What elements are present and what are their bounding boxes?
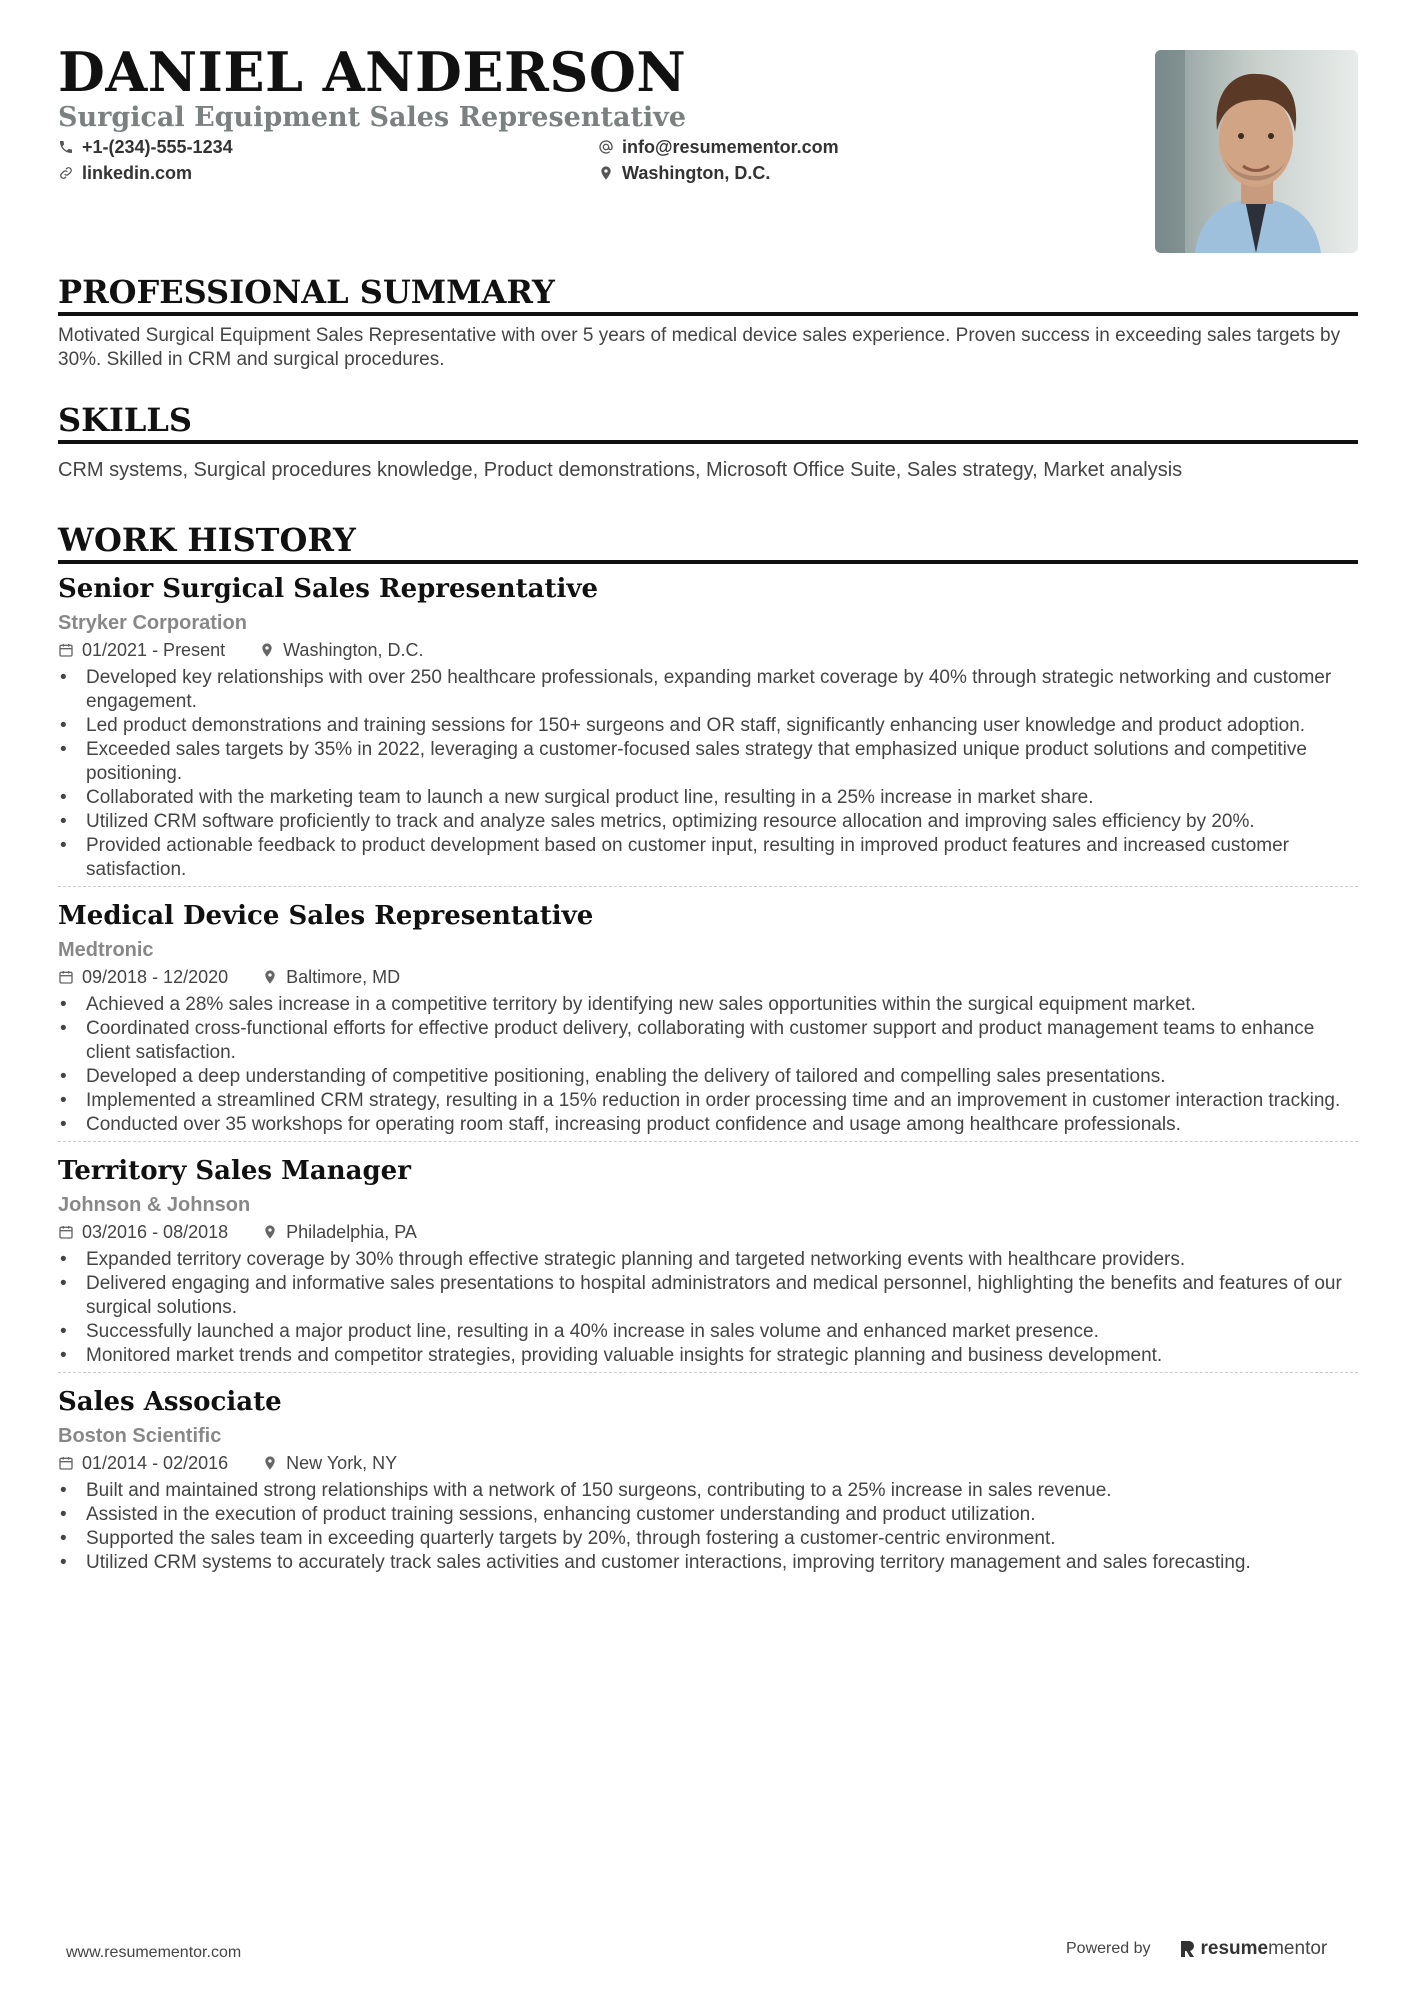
map-pin-icon <box>262 1455 278 1471</box>
bullet-item: • Developed a deep understanding of competitive positioning, enabling the delivery of tailored and compelling sales presentations. <box>58 1065 1358 1089</box>
footer-website[interactable]: www.resumementor.com <box>66 1944 242 1961</box>
brand-logo[interactable] <box>1179 1938 1328 1960</box>
phone-icon <box>58 139 74 155</box>
at-icon <box>598 139 614 155</box>
map-pin-icon <box>598 165 614 181</box>
job-location: Philadelphia, PA <box>286 1222 417 1242</box>
bullet-item: • Successfully launched a major product line, resulting in a 40% increase in sales volume and enhanced market presence. <box>58 1320 1358 1344</box>
contact-location <box>598 163 1058 183</box>
job-location: New York, NY <box>286 1453 398 1473</box>
map-pin-icon <box>262 969 278 985</box>
job-entry <box>58 1385 1358 1579</box>
powered-by-text: Powered by <box>1066 1940 1151 1957</box>
work-history-heading: WORK HISTORY <box>58 520 1358 564</box>
job-bullets <box>58 1479 1358 1575</box>
job-title: Medical Device Sales Representative <box>58 901 594 931</box>
job-title: Senior Surgical Sales Representative <box>58 574 599 604</box>
bullet-item: • Assisted in the execution of product training sessions, enhancing customer understanding and product utilization. <box>58 1503 1358 1527</box>
location-text: Washington, D.C. <box>622 163 771 183</box>
job-company: Boston Scientific <box>58 1425 222 1447</box>
bullet-item: • Conducted over 35 workshops for operating room staff, increasing product confidence and usage among healthcare professionals. <box>58 1113 1358 1137</box>
job-dates: 01/2014 - 02/2016 <box>82 1453 229 1473</box>
calendar-icon <box>58 969 74 985</box>
job-entry <box>58 572 1358 887</box>
job-company: Johnson & Johnson <box>58 1194 251 1216</box>
brand-light: mentor <box>1268 1938 1328 1959</box>
job-location: Baltimore, MD <box>286 967 401 987</box>
linkedin-text: linkedin.com <box>82 163 193 183</box>
link-icon <box>58 165 74 181</box>
summary-text: Motivated Surgical Equipment Sales Representative with over 5 years of medical device sales experience. Proven success in exceeding sales targets by 30%. Skilled in CRM and surgical procedures. <box>58 325 1341 370</box>
map-pin-icon <box>259 642 275 658</box>
bullet-item: • Delivered engaging and informative sales presentations to hospital administrators and medical personnel, highlighting the benefits and features of our surgical solutions. <box>58 1272 1358 1320</box>
bullet-item: • Provided actionable feedback to product development based on customer input, resulting in improved product features and increased customer satisfaction. <box>58 834 1358 882</box>
bullet-item: • Expanded territory coverage by 30% through effective strategic planning and targeted networking events with healthcare providers. <box>58 1248 1358 1272</box>
summary-heading: PROFESSIONAL SUMMARY <box>58 272 1358 316</box>
map-pin-icon <box>262 1224 278 1240</box>
contact-email[interactable] <box>598 137 1058 157</box>
job-entry <box>58 899 1358 1142</box>
bullet-item: • Exceeded sales targets by 35% in 2022, leveraging a customer-focused sales strategy that emphasized unique product solutions and competitive positioning. <box>58 738 1358 786</box>
phone-text: +1-(234)-555-1234 <box>82 137 233 157</box>
job-bullets <box>58 1248 1358 1368</box>
job-dates: 01/2021 - Present <box>82 640 226 660</box>
bullet-item: • Built and maintained strong relationships with a network of 150 surgeons, contributing to a 25% increase in sales revenue. <box>58 1479 1358 1503</box>
skills-text: CRM systems, Surgical procedures knowledge, Product demonstrations, Microsoft Office Suite, Sales strategy, Market analysis <box>58 459 1183 481</box>
portrait-image <box>1155 50 1358 253</box>
job-meta <box>58 965 1358 989</box>
contact-linkedin[interactable] <box>58 163 598 183</box>
candidate-name: DANIEL ANDERSON <box>58 40 687 104</box>
bullet-item: • Coordinated cross-functional efforts for effective product delivery, collaborating with customer support and product management teams to enhance client satisfaction. <box>58 1017 1358 1065</box>
skills-section <box>58 400 1358 482</box>
bullet-item: • Utilized CRM software proficiently to track and analyze sales metrics, optimizing resource allocation and improving sales efficiency by 20%. <box>58 810 1358 834</box>
bullet-item: • Led product demonstrations and training sessions for 150+ surgeons and OR staff, significantly enhancing user knowledge and product adoption. <box>58 714 1358 738</box>
bullet-item: • Developed key relationships with over 250 healthcare professionals, expanding market coverage by 40% through strategic networking and customer engagement. <box>58 666 1358 714</box>
work-history-section <box>58 520 1358 1579</box>
job-dates: 03/2016 - 08/2018 <box>82 1222 229 1242</box>
calendar-icon <box>58 1224 74 1240</box>
calendar-icon <box>58 642 74 658</box>
resumementor-logo-icon <box>1179 1939 1195 1959</box>
brand-bold: resume <box>1200 1938 1269 1959</box>
bullet-item: • Supported the sales team in exceeding quarterly targets by 20%, through fostering a customer-centric environment. <box>58 1527 1358 1551</box>
job-meta <box>58 1220 1358 1244</box>
summary-section <box>58 272 1358 372</box>
footer-branding <box>1066 1938 1327 1960</box>
job-meta <box>58 1451 1358 1475</box>
job-dates: 09/2018 - 12/2020 <box>82 967 229 987</box>
job-company: Medtronic <box>58 939 154 961</box>
bullet-item: • Utilized CRM systems to accurately track sales activities and customer interactions, improving territory management and sales forecasting. <box>58 1551 1358 1575</box>
job-company: Stryker Corporation <box>58 612 247 634</box>
job-location: Washington, D.C. <box>283 640 424 660</box>
candidate-headline: Surgical Equipment Sales Representative <box>58 102 687 133</box>
calendar-icon <box>58 1455 74 1471</box>
job-bullets <box>58 666 1358 882</box>
job-bullets <box>58 993 1358 1137</box>
email-text: info@resumementor.com <box>622 137 839 157</box>
job-title: Sales Associate <box>58 1387 282 1417</box>
skills-heading: SKILLS <box>58 400 1358 444</box>
bullet-item: • Monitored market trends and competitor strategies, providing valuable insights for strategic planning and business development. <box>58 1344 1358 1368</box>
bullet-item: • Collaborated with the marketing team to launch a new surgical product line, resulting in a 25% increase in market share. <box>58 786 1358 810</box>
bullet-item: • Implemented a streamlined CRM strategy, resulting in a 15% reduction in order processing time and an improvement in customer interaction tracking. <box>58 1089 1358 1113</box>
bullet-item: • Achieved a 28% sales increase in a competitive territory by identifying new sales opportunities within the surgical equipment market. <box>58 993 1358 1017</box>
job-title: Territory Sales Manager <box>58 1156 411 1186</box>
job-entry <box>58 1154 1358 1373</box>
job-meta <box>58 638 1358 662</box>
contact-phone <box>58 137 598 157</box>
profile-photo <box>1155 50 1358 253</box>
